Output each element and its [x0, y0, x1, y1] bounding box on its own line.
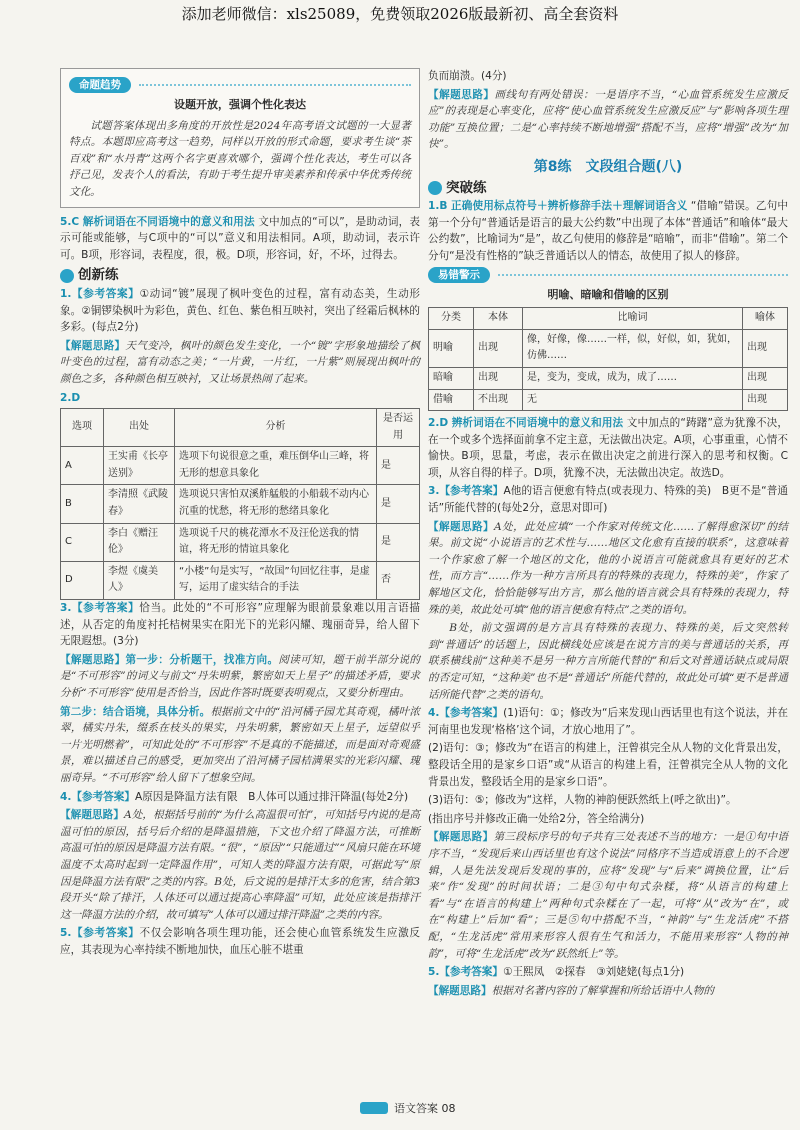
table-cell: 无 [523, 389, 743, 411]
q3-step2 [60, 704, 420, 787]
q1-body: “借喻”错误。乙句中第一个分句“普通话是语言的最大公约数”中出现了本体“普通话”和喻体“最大公约数”，比喻词为“是”，故乙句使用的修辞是“暗喻”，而非“借喻”。第二个分句“是没有性格的”缺乏普通话以人的情态，故使用了拟人的修辞。 [428, 200, 789, 262]
header-cell: 喻体 [743, 308, 788, 330]
section-icon [428, 181, 442, 195]
left-column [60, 68, 420, 961]
table-cell: 像，好像，像……一样，似，好似，如，犹如，仿佛…… [523, 329, 743, 367]
trend-body: 试题答案体现出多角度的开放性是2024年高考语文试题的一大显著特点。本题即应高考这一趋势，同样以开放的形式命题，要求考生谈“茶百戏”和“水丹青”这两个名字更喜欢哪个，强调个性化表达，考生可以各抒己见，发表个人的看法，有助于考生提升审美素养和传承中华优秀传统文化。 [69, 119, 411, 198]
q5-number: 5.C [60, 215, 80, 228]
table-cell: 出现 [474, 329, 523, 367]
think-head: 【解题思路】 [428, 520, 495, 533]
r-q3-think [428, 519, 788, 619]
r-q4-think [428, 829, 788, 962]
table-cell: 明喻 [429, 329, 474, 367]
table-row [429, 389, 788, 411]
table-cell: 出现 [474, 367, 523, 389]
r-q4-note: (指出序号并修改正确一处给2分，答全给满分) [428, 812, 645, 825]
q3-number: 3.【参考答案】 [60, 602, 140, 615]
warning-banner-row [428, 267, 788, 283]
table-cell: 选项说只害怕双溪舴艋般的小船载不动内心沉重的忧愁，将无形的愁绪具象化 [175, 485, 377, 523]
step-label: 第一步：分析题干，找准方向。 [125, 653, 279, 666]
table-cell: 借喻 [429, 389, 474, 411]
q5-item [60, 214, 420, 264]
table-cell: 选项说千尺的桃花潭水不及汪伦送我的情谊，将无形的情谊具象化 [175, 523, 377, 561]
think-body: 画线句有两处错误：一是语序不当，“心血管系统发生应激反应”的表现是心率变化，应将“使心血管系统发生应激反应”与“影响各项生理功能”互换位置；二是“心率持续不断地增强”搭配不当，应将“增强”改为“加快”。 [428, 88, 788, 151]
header-cell: 选项 [61, 409, 104, 447]
q2-tag: 辨析词语在不同语境中的意义和用法 [451, 417, 624, 430]
table-header-row [61, 409, 420, 447]
r-q4-body2: (2)语句：③；修改为“在语言的构建上，汪曾祺完全从人物的文化背景出发，整段话全用的是家乡口语”或“从语言的构建上看，汪曾祺完全从人物的文化背景出发，整段话全用的是家乡口语”。 [428, 742, 788, 788]
think-head: 【解题思路】 [428, 831, 494, 844]
think-head: 【解题思路】 [428, 88, 495, 101]
think-head: 【解题思路】 [60, 653, 126, 666]
header-cell: 比喻词 [523, 308, 743, 330]
table-cell: 不出现 [474, 389, 523, 411]
q2-body: 文中加点的“踌躇”意为犹豫不决，在一个或多个选择面前拿不定主意，无法做出决定。A项，心事重重，心情不愉快。B项，思量，考虑，表示在做出决定之前进行深入的思考和权衡。C项，从容自得的样子。D项，犹豫不决，无法做出决定。故选D。 [428, 417, 788, 479]
step-body: 阅读可知，题干前半部分说的是“不可形容”的词义与前文“丹朱明紫，繁密如天上星子”的描述矛盾，要求分析“不可形容”使用是否恰当，因此作答时既要表明观点，又要分析理由。 [60, 653, 421, 699]
q1-number: 1.B [428, 200, 448, 213]
table-cell: B [61, 485, 104, 523]
think-body: 根据对名著内容的了解掌握和所给话语中人物的 [491, 984, 715, 997]
think-head: 【解题思路】 [428, 984, 492, 997]
r-q4-item [428, 705, 788, 738]
table-cell: 出现 [743, 389, 788, 411]
table-cell: 是 [377, 447, 420, 485]
header-cell: 本体 [474, 308, 523, 330]
trend-label: 命题趋势 [69, 77, 131, 93]
q3-body: 恰当。此处的“不可形容”应理解为眼前景象难以用言语描述，从否定的角度衬托桔树果实在阳光下的光彩闪耀、瑰丽奇异，给人留下无限遐想。(3分) [60, 602, 420, 648]
think-body: A处，此处应填“一个作家对传统文化……了解得愈深切”的结果。前文说“小说语言的艺术性与……地区文化愈有直接的联系”，这意味着一个作家愈了解一个地区的文化，他的小说语言可能就愈具有更好的艺术性，而方言“……作为一种方言所具有的特殊的表现力，特殊的美”，作家了解地区文化，恰恰能够写出方言，那么他的语言就会具有特殊的表现力，特殊的美，故此处可填“他的语言便愈有特点”之类的语句。 [428, 520, 789, 616]
footer-label: 语文答案 08 [394, 1102, 456, 1115]
header-cell: 分类 [429, 308, 474, 330]
q5-body: ①王熙凤 ②探春 ③刘姥姥(每点1分) [502, 966, 685, 979]
q1-item [60, 286, 420, 336]
q4-number: 4.【参考答案】 [428, 707, 504, 720]
divider [139, 84, 411, 86]
r-q2-item [428, 415, 788, 481]
trend-title: 设题开放，强调个性化表达 [174, 98, 306, 111]
table-cell: A [61, 447, 104, 485]
table-cell: 是，变为，变成，成为，成了…… [523, 367, 743, 389]
table-row [429, 329, 788, 367]
r-q5-item [428, 964, 788, 981]
q1-body: ①动词“镀”展现了枫叶变色的过程，富有动态美，生动形象。②铜锣染枫叶为彩色，黄色、红色、紫色相互映衬，突出了经霜后枫林的多彩。(每点2分) [60, 287, 420, 334]
page-footer [360, 1100, 456, 1116]
table-cell: 是 [377, 523, 420, 561]
think-body: A处，根据括号前的“为什么高温很可怕”，可知括号内说的是高温可怕的原因，括号后介绍的是降温措施，下文也介绍了降温方法，可推断高温可怕的原因是降温方法有限。“很”，“原因”“只能通过”“风扇只能在环境温度不太高时起到一定降温作用”，可知人类的降温方法有限，可据此写“原因是降温方法有限”之类的内容。B处，后文说的是排汗太多的危害，结合第3段开头“除了排汗，人体还可以通过提高心率降温”可知，此处应该是指排汗这一降温方法的介绍，故可填写“人体可以通过排汗降温”之类的内容。 [60, 809, 421, 921]
table-row [61, 485, 420, 523]
q2-number: 2.D [60, 391, 81, 404]
right-column [428, 68, 788, 1001]
table-cell: D [61, 561, 104, 599]
r-q1-item [428, 198, 788, 264]
q5-tag: 解析词语在不同语境中的意义和用法 [82, 215, 255, 228]
q5b-item [60, 925, 420, 958]
think-body: 天气变冷，枫叶的颜色发生变化，一个“镀”字形象地描绘了枫叶变色的过程，富有动态之美；“一片黄，一片红，一片紫”则展现出枫叶的颜色之多，各种颜色相互映衬，又让场景热闹了起来。 [60, 339, 420, 385]
trend-box [60, 68, 420, 208]
section-tupo [428, 180, 788, 197]
q3-think [60, 652, 420, 702]
think-head: 【解题思路】 [60, 809, 125, 822]
step-label: 第二步：结合语境，具体分析。 [60, 705, 211, 718]
think-head: 【解题思路】 [60, 339, 126, 352]
analysis-table [60, 408, 420, 600]
r-q5-think [428, 983, 788, 1000]
section-title: 创新练 [78, 267, 119, 284]
r-q4-body3: (3)语句：⑤；修改为“这样，人物的神韵便跃然纸上(呼之欲出)”。 [428, 794, 737, 807]
q4-item [60, 789, 420, 806]
header-cell: 是否运用 [377, 409, 420, 447]
publisher-logo-icon [360, 1102, 388, 1114]
table-cell: 出现 [743, 367, 788, 389]
q1-tag: 正确使用标点符号＋辨析修辞手法＋理解词语含义 [451, 200, 688, 213]
table-cell: 李清照《武陵春》 [104, 485, 175, 523]
r-q3-item [428, 483, 788, 516]
trend-banner-row [69, 77, 411, 93]
q1-number: 1.【参考答案】 [60, 287, 140, 300]
q4-body: A原因是降温方法有限 B人体可以通过排汗降温(每处2分) [134, 790, 409, 803]
table-cell: 王实甫《长亭送别》 [104, 447, 175, 485]
q3-number: 3.【参考答案】 [428, 485, 504, 498]
table-row [61, 523, 420, 561]
section-icon [60, 269, 74, 283]
divider [498, 274, 788, 276]
table-cell: 否 [377, 561, 420, 599]
warning-label: 易错警示 [428, 267, 490, 283]
q4-body: (1)语句：①；修改为“后来发现山西话里也有这个说法，并在河南里也发现‘格格’这个词，才放心地用了”。 [428, 707, 788, 736]
q1-think [60, 338, 420, 388]
top-continued: 负而崩溃。(4分) [428, 70, 507, 82]
table-cell: 李煜《虞美人》 [104, 561, 175, 599]
q4-number: 4.【参考答案】 [60, 790, 135, 803]
table-cell: 是 [377, 485, 420, 523]
table-cell: C [61, 523, 104, 561]
r-q3-think2: B处，前文强调的是方言具有特殊的表现力、特殊的美，后文突然转到“普通话”的话题上，因此横线处应该是在说方言的美与普通话的关系，再联系横线前“这种美不是另一种方言所能代替的”和后文对普通话缺点或局限的否定可知，“这种美”也不是“普通话”所能代替的，故此处可填“更不是普通话所能代替”之类的语句。 [428, 622, 788, 701]
q3-body: A他的语言便愈有特点(或表现力、特殊的美) B更不是“普通话”所能代替的(每处2分，意思对即可) [428, 485, 788, 515]
q3-item [60, 600, 420, 650]
think-body: 第三段标序号的句子共有三处表述不当的地方：一是①句中语序不当，“发现后来山西话里也有这个说法”同格序不当造成语意上的不合逻辑，人是先法发现后发现的事的，应将“发现”与“后来”调换位置，让“后来”作“发现”的时间状语；二是③句中句式杂糅，将“从语言的构建上看”与“在语言的构建上”两种句式杂糅在了一起，可将“从”改为“在”，或在“构建上”后加“看”；三是⑤句中搭配不当，“神韵”与“生龙活虎”不搭配，“生龙活虎”常用来形容人很有生气和活力，不能用来形容“人物的神韵”，可将“生龙活虎”改为“跃然纸上”等。 [428, 831, 788, 960]
top-banner: 添加老师微信：xls25089，免费领取2026版最新初、高全套资料 [181, 5, 619, 23]
table-cell: 暗喻 [429, 367, 474, 389]
q4-think [60, 807, 420, 923]
metaphor-table-title: 明喻、暗喻和借喻的区别 [547, 287, 669, 301]
q5b-number: 5.【参考答案】 [60, 927, 140, 940]
top-think [428, 87, 788, 153]
section-title: 突破练 [446, 179, 487, 196]
table-cell: 选项下句说很意之重，难压倒华山三峰，将无形的想意具象化 [175, 447, 377, 485]
table-row [429, 367, 788, 389]
header-cell: 分析 [175, 409, 377, 447]
q5-number: 5.【参考答案】 [428, 966, 503, 979]
table-row [61, 561, 420, 599]
q5b-body: 不仅会影响各项生理功能，还会使心血管系统发生应激反应，其表现为心率持续不断地加快，血压心脏不堪重 [60, 927, 421, 956]
section-chuangxin [60, 267, 420, 284]
q5-body: 文中加点的“可以”，是助动词，表示可能或能够，与C项中的“可以”意义和用法相同。A项，助动词，表示许可。B项，形容词，表程度，很，极。D项，形容词，好，不坏，过得去。 [60, 215, 420, 261]
section-title-8: 第8练 文段组合题(八) [533, 158, 683, 175]
metaphor-table [428, 307, 788, 411]
q2-number: 2.D [428, 417, 449, 430]
step-body: 根据前文中的“沿河橘子园尤其奇观，橘叶浓翠，橘实丹朱，缀系在枝头的果实，丹朱明紫，繁密如天上星子，远望似乎一片光明燃着”，可知此处的“不可形容”不是真的不能描述，而是面对奇观盛景，难以描述自己的感受，更加突出了沿河橘子园桔满果实的光彩闪耀、瑰丽奇异。“不可形容”给人留下了想象空间。 [60, 705, 421, 784]
table-cell: 出现 [743, 329, 788, 367]
table-cell: 李白《赠汪伦》 [104, 523, 175, 561]
table-row [61, 447, 420, 485]
table-cell: “小楼”句是实写，“故国”句回忆往事，是虚写，运用了虚实结合的手法 [175, 561, 377, 599]
table-header-row [429, 308, 788, 330]
header-cell: 出处 [104, 409, 175, 447]
